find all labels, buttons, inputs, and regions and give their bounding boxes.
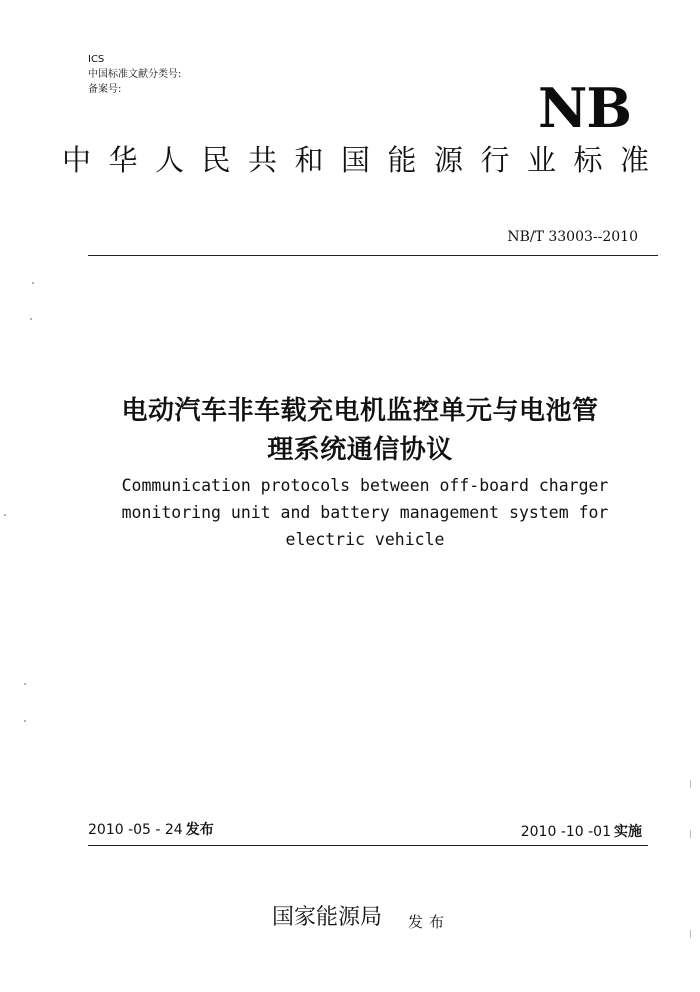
document-title-en-line1: Communication protocols between off-board charger xyxy=(121,476,609,495)
scan-edge-mark xyxy=(690,780,691,788)
scan-edge-mark xyxy=(690,930,691,938)
implementation-label: 实施 xyxy=(614,824,642,840)
scan-speck xyxy=(24,720,26,722)
issuing-authority-label: 发布 xyxy=(408,913,451,931)
standard-number: NB/T 33003--2010 xyxy=(507,229,638,245)
implementation-date: 2010 -10 -01 xyxy=(520,824,611,840)
record-number-label: 备案号: xyxy=(88,84,122,95)
header-divider xyxy=(88,255,658,256)
scan-speck xyxy=(4,514,6,516)
scan-edge-mark xyxy=(690,830,691,838)
issuing-authority: 国家能源局 xyxy=(272,905,383,930)
issue-date: 2010 -05 - 24 xyxy=(88,822,183,838)
scan-speck xyxy=(24,683,26,685)
scan-speck xyxy=(30,318,32,320)
implementation-date-block xyxy=(521,822,642,842)
scan-speck xyxy=(32,282,34,284)
ics-label: ICS xyxy=(88,54,105,65)
issue-date-block xyxy=(88,820,214,840)
document-title-zh-line1: 电动汽车非车载充电机监控单元与电池管 xyxy=(121,396,599,426)
footer-divider xyxy=(88,845,648,846)
standard-category-title: 中华人民共和国能源行业标准 xyxy=(62,143,667,177)
document-title-en-line2: monitoring unit and battery management system for xyxy=(121,503,609,522)
issue-label: 发布 xyxy=(185,822,214,838)
classification-label: 中国标准文献分类号: xyxy=(88,69,182,80)
header-meta xyxy=(88,52,181,97)
nb-logo: NB xyxy=(538,76,632,140)
document-title-en-line3: electric vehicle xyxy=(285,530,445,549)
document-title-zh-line2: 理系统通信协议 xyxy=(267,435,453,465)
